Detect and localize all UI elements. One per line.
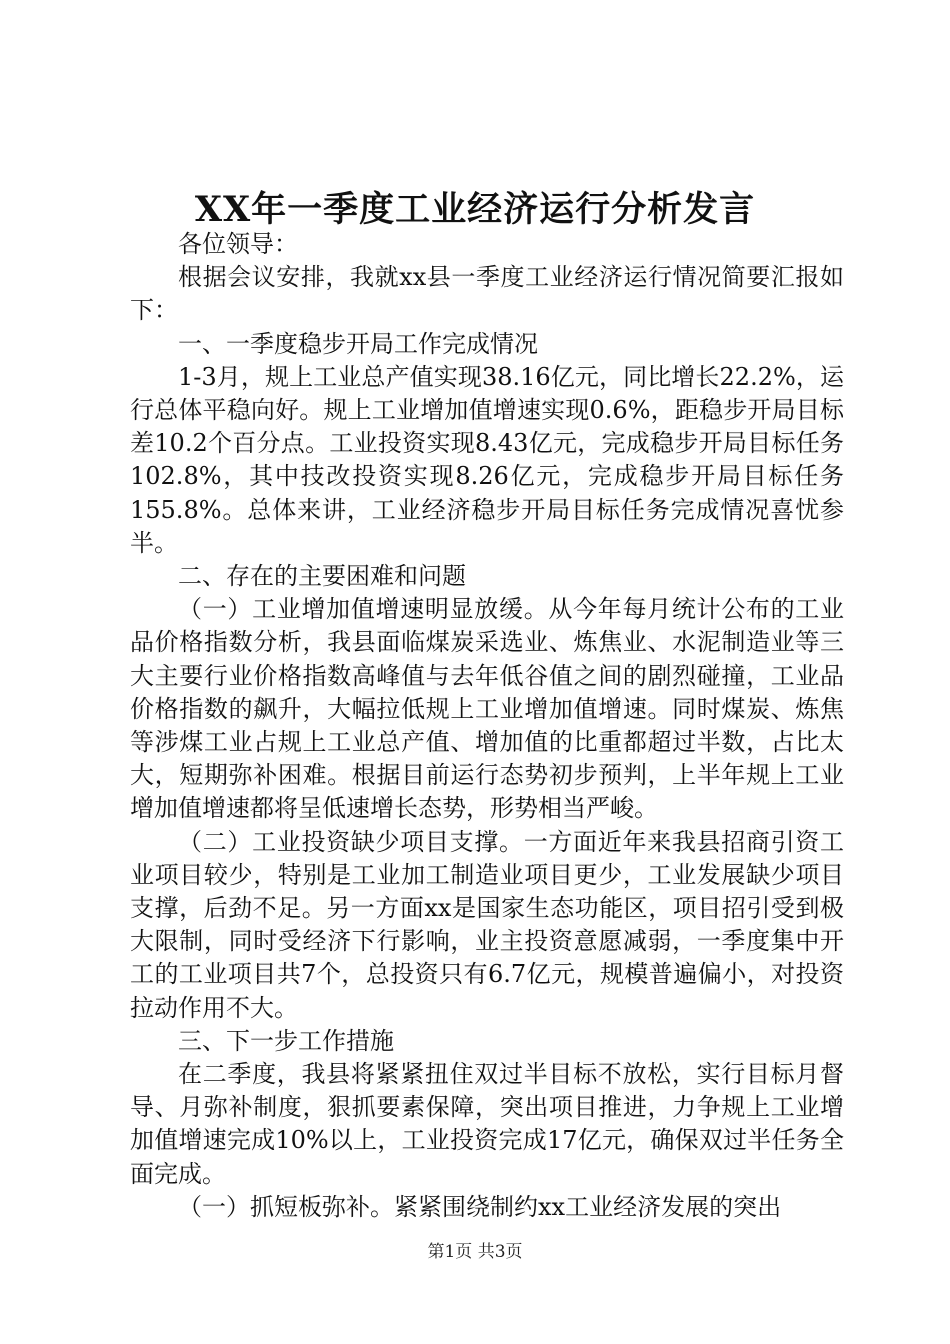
paragraph-measure-1: （一）抓短板弥补。紧紧围绕制约xx工业经济发展的突出 (178, 1192, 782, 1221)
document-body (130, 228, 844, 1224)
paragraph-measures: 在二季度，我县将紧紧扭住双过半目标不放松，实行目标月督导、月弥补制度，狠抓要素保障，突出项目推进，力争规上工业增加值增速完成10%以上，工业投资完成17亿元，确保双过半任务全面完成。 (130, 1060, 844, 1188)
document-title: XX年一季度工业经济运行分析发言 (194, 189, 756, 230)
paragraph-section-1: 1-3月，规上工业总产值实现38.16亿元，同比增长22.2%，运行总体平稳向好。规上工业增加值增速实现0.6%，距稳步开局目标差10.2个百分点。工业投资实现8.43亿元，完成稳步开局目标任务102.8%，其中技改投资实现8.26亿元，完成稳步开局目标任务155.8%。总体来讲，工业经济稳步开局目标任务完成情况喜忧参半。 (130, 362, 844, 557)
paragraph-issue-2: （二）工业投资缺少项目支撑。一方面近年来我县招商引资工业项目较少，特别是工业加工制造业项目更少，工业发展缺少项目支撑，后劲不足。另一方面xx是国家生态功能区，项目招引受到极大限制，同时受经济下行影响，业主投资意愿减弱，一季度集中开工的工业项目共7个，总投资只有6.7亿元，规模普遍偏小，对投资拉动作用不大。 (130, 827, 844, 1022)
paragraph-greeting: 各位领导： (178, 230, 298, 258)
section-heading-2: 二、存在的主要困难和问题 (178, 562, 466, 591)
page-footer: 第1页 共3页 (427, 1242, 523, 1262)
section-heading-3: 三、下一步工作措施 (178, 1026, 394, 1055)
paragraph-intro: 根据会议安排，我就xx县一季度工业经济运行情况简要汇报如下： (130, 263, 844, 325)
section-heading-1: 一、一季度稳步开局工作完成情况 (178, 329, 538, 358)
paragraph-issue-1: （一）工业增加值增速明显放缓。从今年每月统计公布的工业品价格指数分析，我县面临煤炭采选业、炼焦业、水泥制造业等三大主要行业价格指数高峰值与去年低谷值之间的剧烈碰撞，工业品价格指数的飙升，大幅拉低规上工业增加值增速。同时煤炭、炼焦等涉煤工业占规上工业总产值、增加值的比重都超过半数，占比太大，短期弥补困难。根据目前运行态势初步预判，上半年规上工业增加值增速都将呈低速增长态势，形势相当严峻。 (130, 595, 844, 823)
